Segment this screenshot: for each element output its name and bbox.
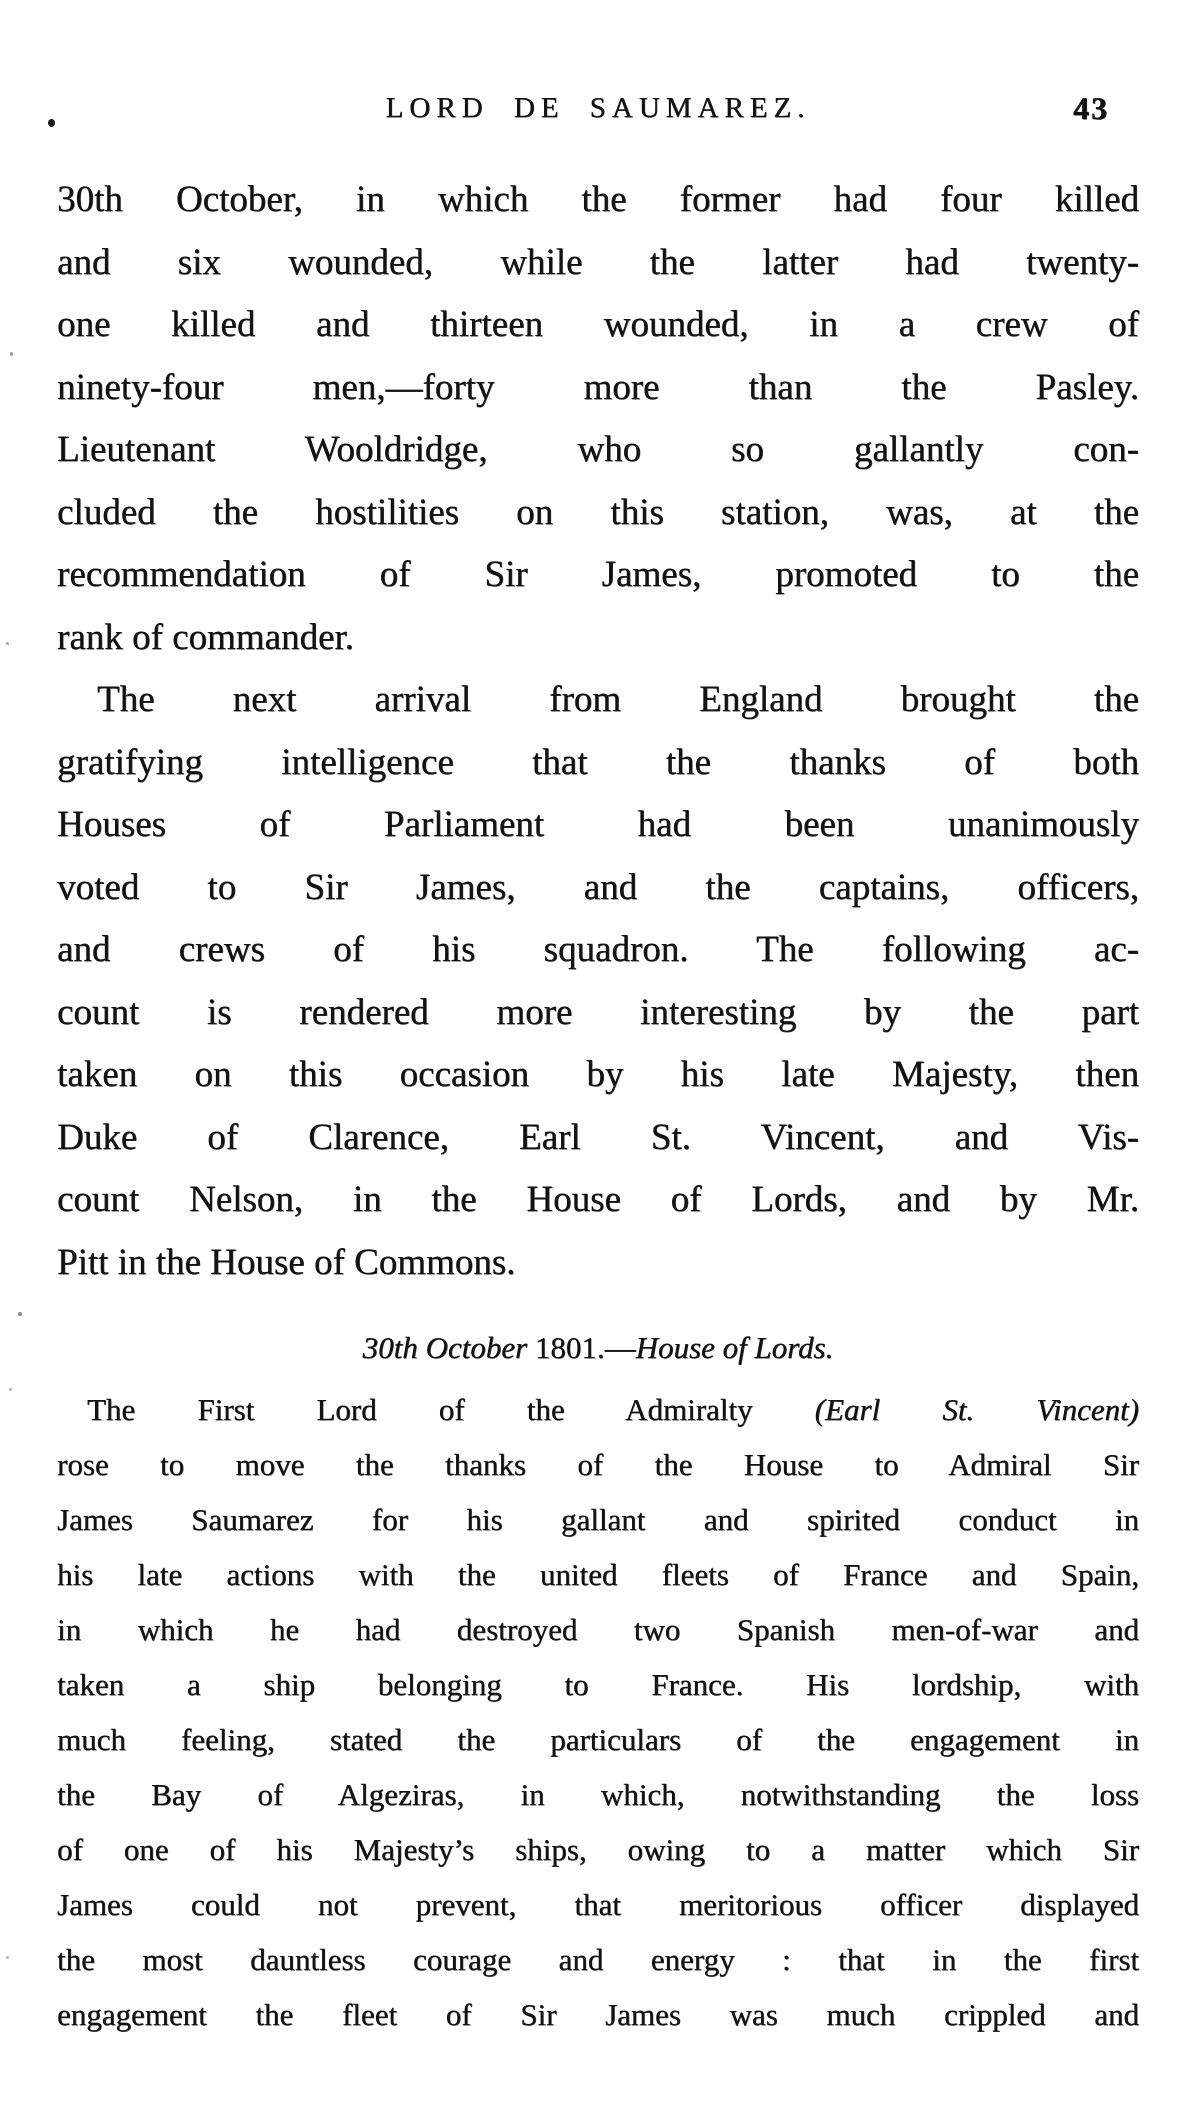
- text-segment-italic: (Earl St. Vincent): [814, 1392, 1139, 1427]
- text-line: the most dauntless courage and energy : that in the first: [57, 1942, 1139, 1977]
- text-line: The next arrival from England brought the: [97, 679, 1139, 720]
- text-line: and six wounded, while the latter had twenty-: [57, 241, 1139, 283]
- text-line: Houses of Parliament had been unanimously: [57, 804, 1139, 845]
- paragraph-thanks-of-parliament: [57, 669, 1139, 1294]
- running-title: LORD DE SAUMAREZ.: [385, 92, 811, 124]
- text-line: the Bay of Algeziras, in which, notwithstanding the loss: [57, 1777, 1139, 1812]
- heading-date: 30th October: [362, 1330, 535, 1365]
- text-line: voted to Sir James, and the captains, officers,: [57, 866, 1139, 908]
- text-line: much feeling, stated the particulars of the engagement in: [57, 1722, 1139, 1757]
- text-line: his late actions with the united fleets of France and Spain,: [57, 1557, 1139, 1592]
- text-line: one killed and thirteen wounded, in a crew of: [57, 304, 1139, 345]
- text-line: count is rendered more interesting by the part: [57, 991, 1139, 1033]
- text-line: Duke of Clarence, Earl St. Vincent, and Vis-: [57, 1116, 1139, 1158]
- text-line: engagement the fleet of Sir James was much crippled and: [57, 1997, 1139, 2032]
- text-line: Lieutenant Wooldridge, who so gallantly con-: [57, 429, 1139, 470]
- text-line: in which he had destroyed two Spanish men-of-war and: [57, 1612, 1139, 1647]
- body-text: [57, 169, 1139, 2042]
- section-heading: [57, 1320, 1139, 1376]
- text-line: taken a ship belonging to France. His lordship, with: [57, 1667, 1139, 1702]
- text-line: [57, 1382, 1139, 1437]
- ink-dot-artifact: [48, 119, 55, 127]
- paragraph-continuation: [57, 169, 1139, 669]
- scan-speck: [10, 352, 13, 356]
- running-header: [57, 92, 1139, 140]
- text-line: 30th October, in which the former had four killed: [57, 179, 1139, 220]
- text-line: rose to move the thanks of the House to Admiral Sir: [57, 1447, 1139, 1482]
- text-line: recommendation of Sir James, promoted to the: [57, 554, 1139, 595]
- text-line: and crews of his squadron. The following ac-: [57, 929, 1139, 970]
- scan-speck: [18, 1312, 22, 1316]
- text-line: Pitt in the House of Commons.: [57, 1241, 516, 1283]
- text-line: rank of commander.: [57, 616, 354, 658]
- text-line: ninety-four men,—forty more than the Pasley.: [57, 366, 1139, 408]
- text-line: James could not prevent, that meritorious officer displayed: [57, 1887, 1139, 1922]
- text-segment-roman: The First Lord of the Admiralty: [87, 1392, 815, 1427]
- text-line: cluded the hostilities on this station, was, at the: [57, 491, 1139, 533]
- text-line: gratifying intelligence that the thanks of both: [57, 741, 1139, 783]
- scan-speck: [6, 642, 9, 645]
- text-line: taken on this occasion by his late Majesty, then: [57, 1054, 1139, 1095]
- text-line: James Saumarez for his gallant and spirited conduct in: [57, 1502, 1139, 1537]
- scan-speck: [6, 1956, 9, 1959]
- text-line: count Nelson, in the House of Lords, and by Mr.: [57, 1179, 1139, 1220]
- heading-year-dash: 1801.—: [534, 1330, 636, 1365]
- paragraph-house-of-lords-account: [57, 1382, 1139, 2042]
- scan-speck: [9, 1388, 12, 1391]
- text-line: of one of his Majesty’s ships, owing to a matter which Sir: [57, 1832, 1139, 1867]
- heading-place: House of Lords.: [635, 1330, 834, 1365]
- page-number: 43: [1073, 90, 1109, 126]
